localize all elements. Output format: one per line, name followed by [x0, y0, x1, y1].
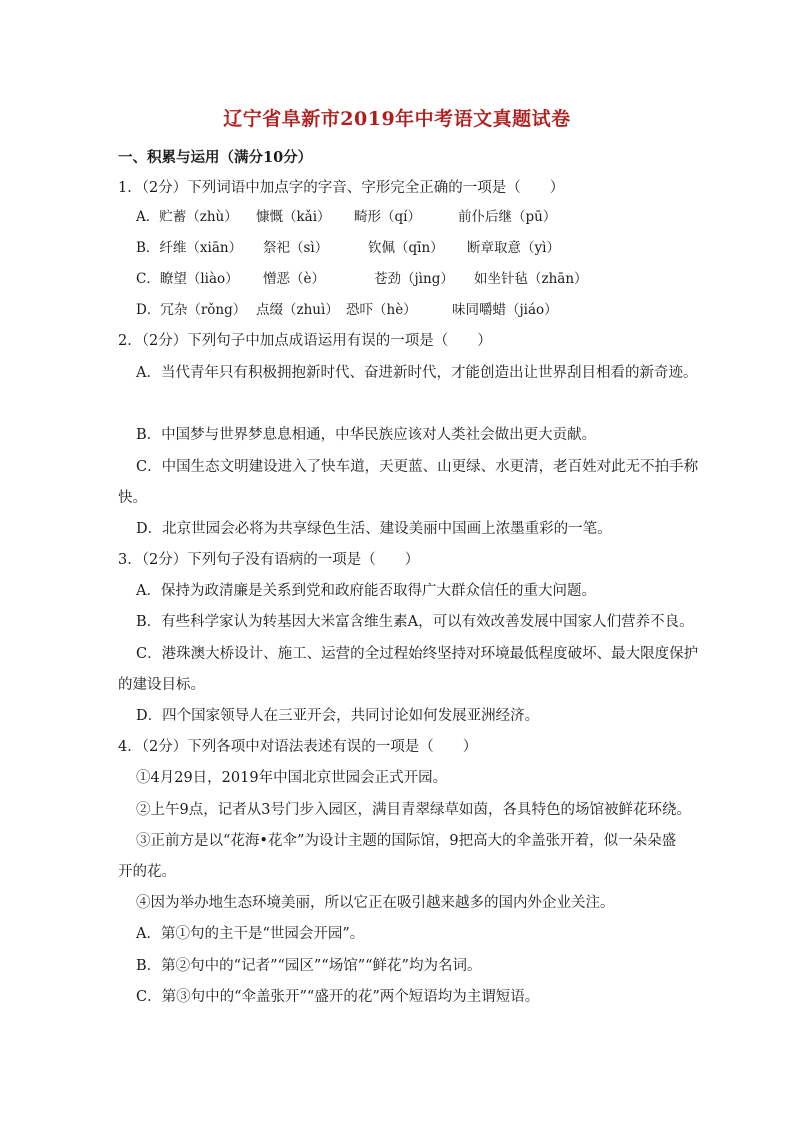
q1-c-item: 苍劲（jìng） — [374, 271, 454, 287]
q2-option-c-cont: 快。 — [118, 490, 147, 506]
q1-c-item: 如坐针毡（zhān） — [474, 271, 588, 287]
exam-title: 辽宁省阜新市2019年中考语文真题试卷 — [223, 108, 571, 130]
q3-option-b: B．有些科学家认为转基因大米富含维生素A，可以有效改善发展中国家人们营养不良。 — [136, 614, 694, 630]
q3-stem: 3．（2分）下列句子没有语病的一项是（ ） — [118, 552, 420, 568]
q3-option-c-cont: 的建设目标。 — [118, 677, 205, 693]
q2-option-b: B．中国梦与世界梦息息相通，中华民族应该对人类社会做出更大贡献。 — [136, 427, 597, 443]
q1-d-item: D．冗杂（rǒng） — [136, 302, 247, 318]
q1-b-item: 钦佩（qīn） — [368, 240, 444, 256]
q4-sentence-2: ②上午9点，记者从3号门步入园区，满目青翠绿草如茵，各具特色的场馆被鲜花环绕。 — [136, 802, 691, 818]
q1-d-item: 恐吓（hè） — [346, 302, 417, 318]
q4-sentence-1: ①4月29日，2019年中国北京世园会正式开园。 — [136, 770, 448, 786]
q1-b-item: 断章取意（yì） — [467, 240, 560, 256]
q4-option-a: A．第①句的主干是“世园会开园”。 — [136, 926, 365, 942]
q2-option-c: C．中国生态文明建设进入了快车道，天更蓝、山更绿、水更清，老百姓对此无不拍手称 — [136, 459, 699, 475]
q3-option-c: C．港珠澳大桥设计、施工、运营的全过程始终坚持对环境最低程度破坏、最大限度保护 — [136, 646, 699, 662]
q1-b-item: 祭祀（sì） — [263, 240, 329, 256]
q1-a-item: 前仆后继（pū） — [458, 209, 557, 225]
q2-stem: 2．（2分）下列句子中加点成语运用有误的一项是（ ） — [118, 333, 492, 349]
q1-d-item: 点缀（zhuì） — [256, 302, 339, 318]
q4-sentence-3: ③正前方是以“花海•花伞”为设计主题的国际馆，9把高大的伞盖张开着，似一朵朵盛 — [136, 833, 677, 849]
q1-d-item: 味同嚼蜡（jiáo） — [452, 302, 558, 318]
q4-option-c: C．第③句中的“伞盖张开”“盛开的花”两个短语均为主谓短语。 — [136, 989, 540, 1005]
q4-option-b: B．第②句中的“记者”“园区”“场馆”“鲜花”均为名词。 — [136, 958, 482, 974]
q3-option-a: A．保持为政清廉是关系到党和政府能否取得广大群众信任的重大问题。 — [136, 583, 596, 599]
q1-c-item: C．瞭望（liào） — [136, 271, 239, 287]
section-heading: 一、积累与运用（满分10分） — [118, 149, 313, 166]
q1-a-item: 慷慨（kǎi） — [256, 209, 331, 225]
q1-c-item: 憎恶（è） — [263, 271, 325, 287]
q4-stem: 4．（2分）下列各项中对语法表述有误的一项是（ ） — [118, 739, 478, 755]
q3-option-d: D．四个国家领导人在三亚开会，共同讨论如何发展亚洲经济。 — [136, 708, 540, 724]
q1-b-item: B．纤维（xiān） — [136, 240, 243, 256]
q2-option-d: D．北京世园会必将为共享绿色生活、建设美丽中国画上浓墨重彩的一笔。 — [136, 521, 612, 537]
q1-stem: 1．（2分）下列词语中加点字的字音、字形完全正确的一项是（ ） — [118, 180, 565, 196]
q4-sentence-3-cont: 开的花。 — [118, 864, 176, 880]
q1-a-item: A．贮蓄（zhù） — [136, 209, 238, 225]
q4-sentence-4: ④因为举办地生态环境美丽，所以它正在吸引越来越多的国内外企业关注。 — [136, 895, 615, 911]
q2-option-a: A．当代青年只有积极拥抱新时代、奋进新时代，才能创造出让世界刮目相看的新奇迹。 — [136, 365, 698, 381]
q1-a-item: 畸形（qí） — [354, 209, 421, 225]
